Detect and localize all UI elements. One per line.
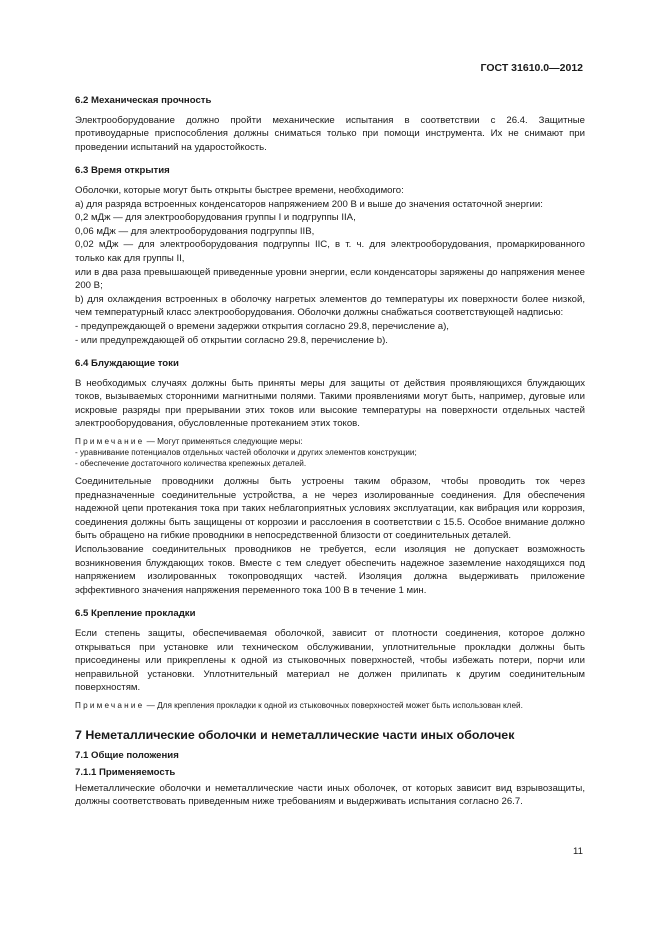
paragraph: 0,02 мДж — для электрооборудования подгруппы IIC, в т. ч. для электрооборудования, промаркированного только как для группы II, [75,239,585,264]
section-7-heading: 7 Неметаллические оболочки и неметаллические части иных оболочек [75,727,515,742]
standard-header: ГОСТ 31610.0—2012 [480,62,583,74]
section-6-5-heading: 6.5 Крепление прокладки [75,608,196,620]
paragraph: b) для охлаждения встроенных в оболочку нагретых элементов до температуры их поверхности более низкой, чем температурный класс электрооборудования. Оболочки должны снабжаться соответствующей надписью: [75,293,585,319]
paragraph: 0,2 мДж — для электрооборудования группы I и подгруппы IIA, [75,212,356,224]
note-item: - уравнивание потенциалов отдельных частей оболочки и других элементов конструкции; [75,448,417,458]
note-block [75,700,585,711]
note-item: - обеспечение достаточного количества крепежных деталей. [75,459,307,469]
note-text: — Для крепления прокладки к одной из стыковочных поверхностей может быть использован клей. [144,700,523,710]
section-6-4-heading: 6.4 Блуждающие токи [75,358,179,370]
paragraph: Соединительные проводники должны быть устроены таким образом, чтобы проводить ток через предназначенные соединительные устройства, а не через изолированные соединения. Для обеспечения надежной цепи протекания тока при таких неблагоприятных условиях эксплуатации, как вибрация или коррозия, соединения должны быть защищены от коррозии и расслоения в соответствии с 15.5. Особое внимание должно быть обращено на гибкие проводники в непосредственной близости от соединительных деталей. [75,476,585,542]
note-label: Примечание [75,700,145,710]
section-7-1-heading: 7.1 Общие положения [75,749,179,761]
section-7-1-1-heading: 7.1.1 Применяемость [75,767,176,779]
paragraph: В необходимых случаях должны быть приняты меры для защиты от действия проявляющихся блуждающих токов, вызываемых сторонними магнитными полями. Такими проявлениями могут быть, например, дуговые или искровые разряды при прерывании этих токов или высокие температуры на поверхности отдельных частей электрооборудования, обусловленные протеканием этих токов. [75,377,585,430]
paragraph: Оболочки, которые могут быть открыты быстрее времени, необходимого: [75,184,404,196]
paragraph: или в два раза превышающей приведенные уровни энергии, если конденсаторы заряжены до напряжения менее 200 В; [75,266,585,292]
note-block [75,436,585,469]
section-6-2-text: Электрооборудование должно пройти механические испытания в соответствии с 26.4. Защитные противоударные приспособления должны сниматься только при помощи инструмента. Их не снимают при проведении испытаний на ударостойкость. [75,114,585,153]
paragraph: Использование соединительных проводников не требуется, если изоляция не допускает возможность возникновения блуждающих токов. Вместе с тем следует обеспечить надежное заземление находящихся под напряжением изолированных токопроводящих частей. Изоляция должна выдерживать приложение эффективного значения напряжения переменного тока 100 В в течение 1 мин. [75,544,585,596]
note-label: Примечание [75,437,145,447]
list-item: - или предупреждающей об открытии согласно 29.8, перечисление b). [75,334,388,346]
document-body [75,94,585,809]
section-6-3-heading: 6.3 Время открытия [75,165,170,177]
paragraph: Если степень защиты, обеспечиваемая оболочкой, зависит от плотности соединения, которое должно открываться при установке или техническом обслуживании, уплотнительные прокладки должны быть присоединены или прикреплены к одной из стыковочных поверхностей, чтобы избежать потери, порчи или неправильной установки. Уплотнительный материал не должен прилипать к другим соединительным поверхностям. [75,628,585,694]
paragraph: 0,06 мДж — для электрооборудования подгруппы IIB, [75,225,315,237]
paragraph: а) для разряда встроенных конденсаторов напряжением 200 В и выше до значения остаточной энергии: [75,198,543,210]
paragraph: Неметаллические оболочки и неметаллические части иных оболочек, от которых зависит вид взрывозащиты, должны соответствовать приведенным ниже требованиям и выдерживать испытания согласно 26.7. [75,782,585,808]
page-number: 11 [573,846,583,857]
section-6-2-heading: 6.2 Механическая прочность [75,95,212,106]
note-text: — Могут применяться следующие меры: [144,437,303,447]
list-item: - предупреждающей о времени задержки открытия согласно 29.8, перечисление а), [75,320,449,332]
